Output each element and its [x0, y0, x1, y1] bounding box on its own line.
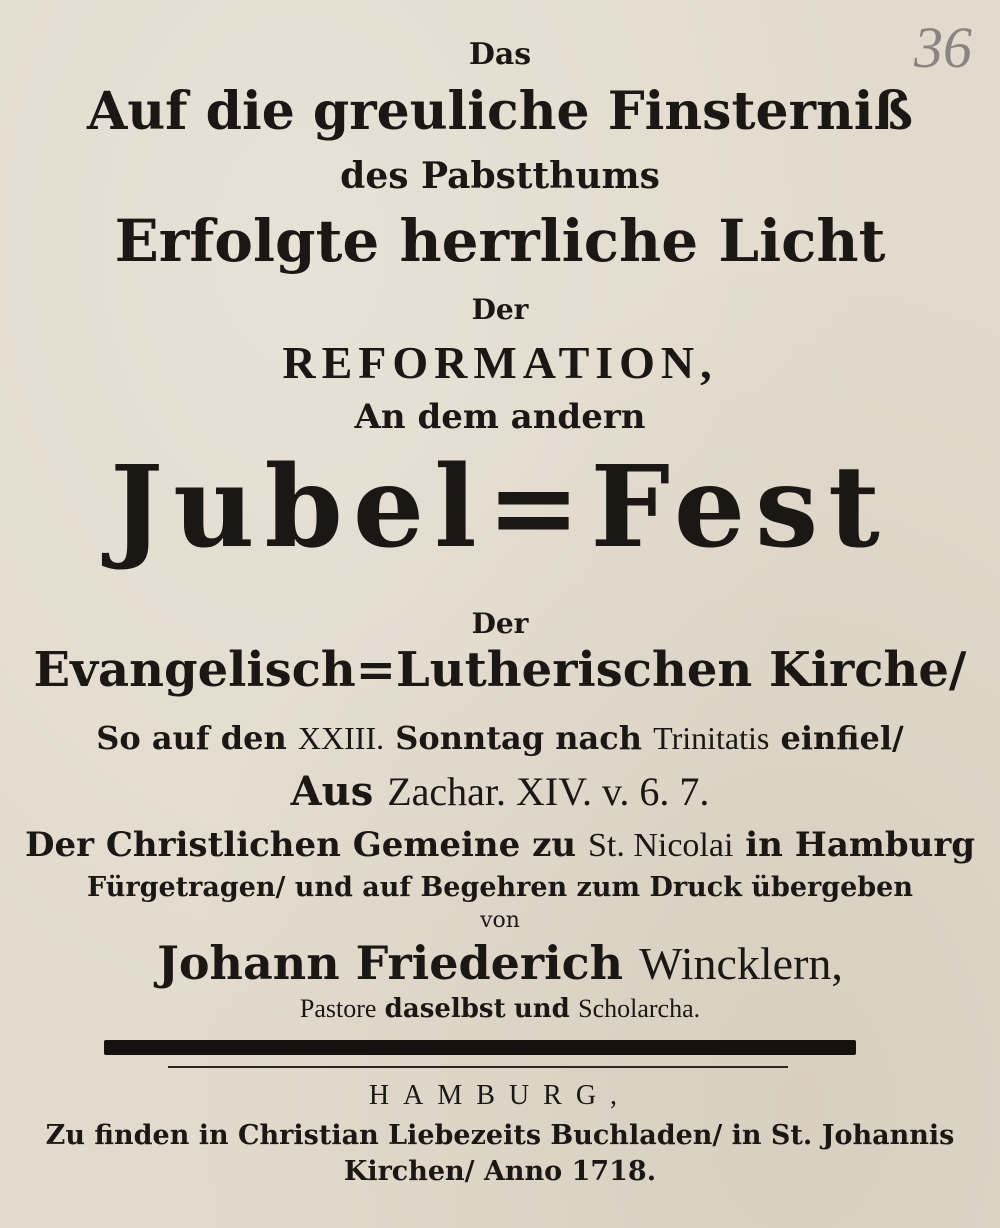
title-line-pabstthums: des Pabstthums — [340, 155, 660, 197]
title-line-an-dem-andern: An dem andern — [354, 397, 646, 437]
author-line — [0, 936, 1000, 990]
congregation-line — [0, 825, 1000, 865]
page-number-annotation: 36 — [914, 15, 972, 80]
author-title-und: und — [513, 994, 570, 1024]
title-line-finsterniss: Auf die greuliche Finsterniß — [86, 81, 914, 142]
occasion-e: einfiel/ — [780, 719, 904, 757]
thick-divider-rule — [104, 1040, 856, 1055]
congregation-a: Der Christlichen Gemeine zu — [24, 825, 577, 865]
author-title-scholarcha: Scholarcha. — [578, 994, 701, 1023]
imprint-city: HAMBURG, — [368, 1080, 632, 1111]
author-title-daselbst: daselbst — [384, 994, 506, 1024]
title-line-das: Das — [468, 37, 532, 72]
title-line-licht: Erfolgte herrliche Licht — [114, 207, 886, 275]
presented-line: Fürgetragen/ und auf Begehren zum Druck übergeben — [87, 872, 913, 903]
von-line: von — [480, 908, 520, 933]
author-surname: Wincklern, — [639, 938, 843, 989]
author-title-pastore: Pastore — [299, 994, 377, 1023]
occasion-sunday-number: XXIII. — [297, 720, 385, 756]
occasion-c: Sonntag nach — [395, 719, 642, 757]
imprint-line-2: Kirchen/ Anno 1718. — [343, 1156, 657, 1187]
scripture-reference-line — [0, 768, 1000, 815]
scripture-aus: Aus — [290, 768, 374, 815]
occasion-trinitatis: Trinitatis — [653, 720, 770, 756]
congregation-church: St. Nicolai — [587, 827, 734, 864]
author-name: Johann Friederich — [157, 936, 624, 990]
title-line-der-1: Der — [471, 293, 529, 326]
occasion-a: So auf den — [96, 719, 287, 757]
title-line-kirche: Evangelisch=Lutherischen Kirche/ — [33, 642, 967, 698]
author-title-line — [0, 996, 1000, 1022]
thin-divider-rule — [168, 1066, 788, 1068]
title-line-jubelfest: Jubel=Fest — [110, 442, 890, 573]
scripture-reference: Zachar. XIV. v. 6. 7. — [387, 769, 710, 814]
congregation-c: in Hamburg — [745, 825, 976, 865]
occasion-line — [0, 719, 1000, 757]
imprint-line-1: Zu finden in Christian Liebezeits Buchladen/ in St. Johannis — [45, 1120, 955, 1151]
title-line-der-2: Der — [471, 607, 529, 640]
title-line-reformation: REFORMATION, — [282, 337, 718, 388]
